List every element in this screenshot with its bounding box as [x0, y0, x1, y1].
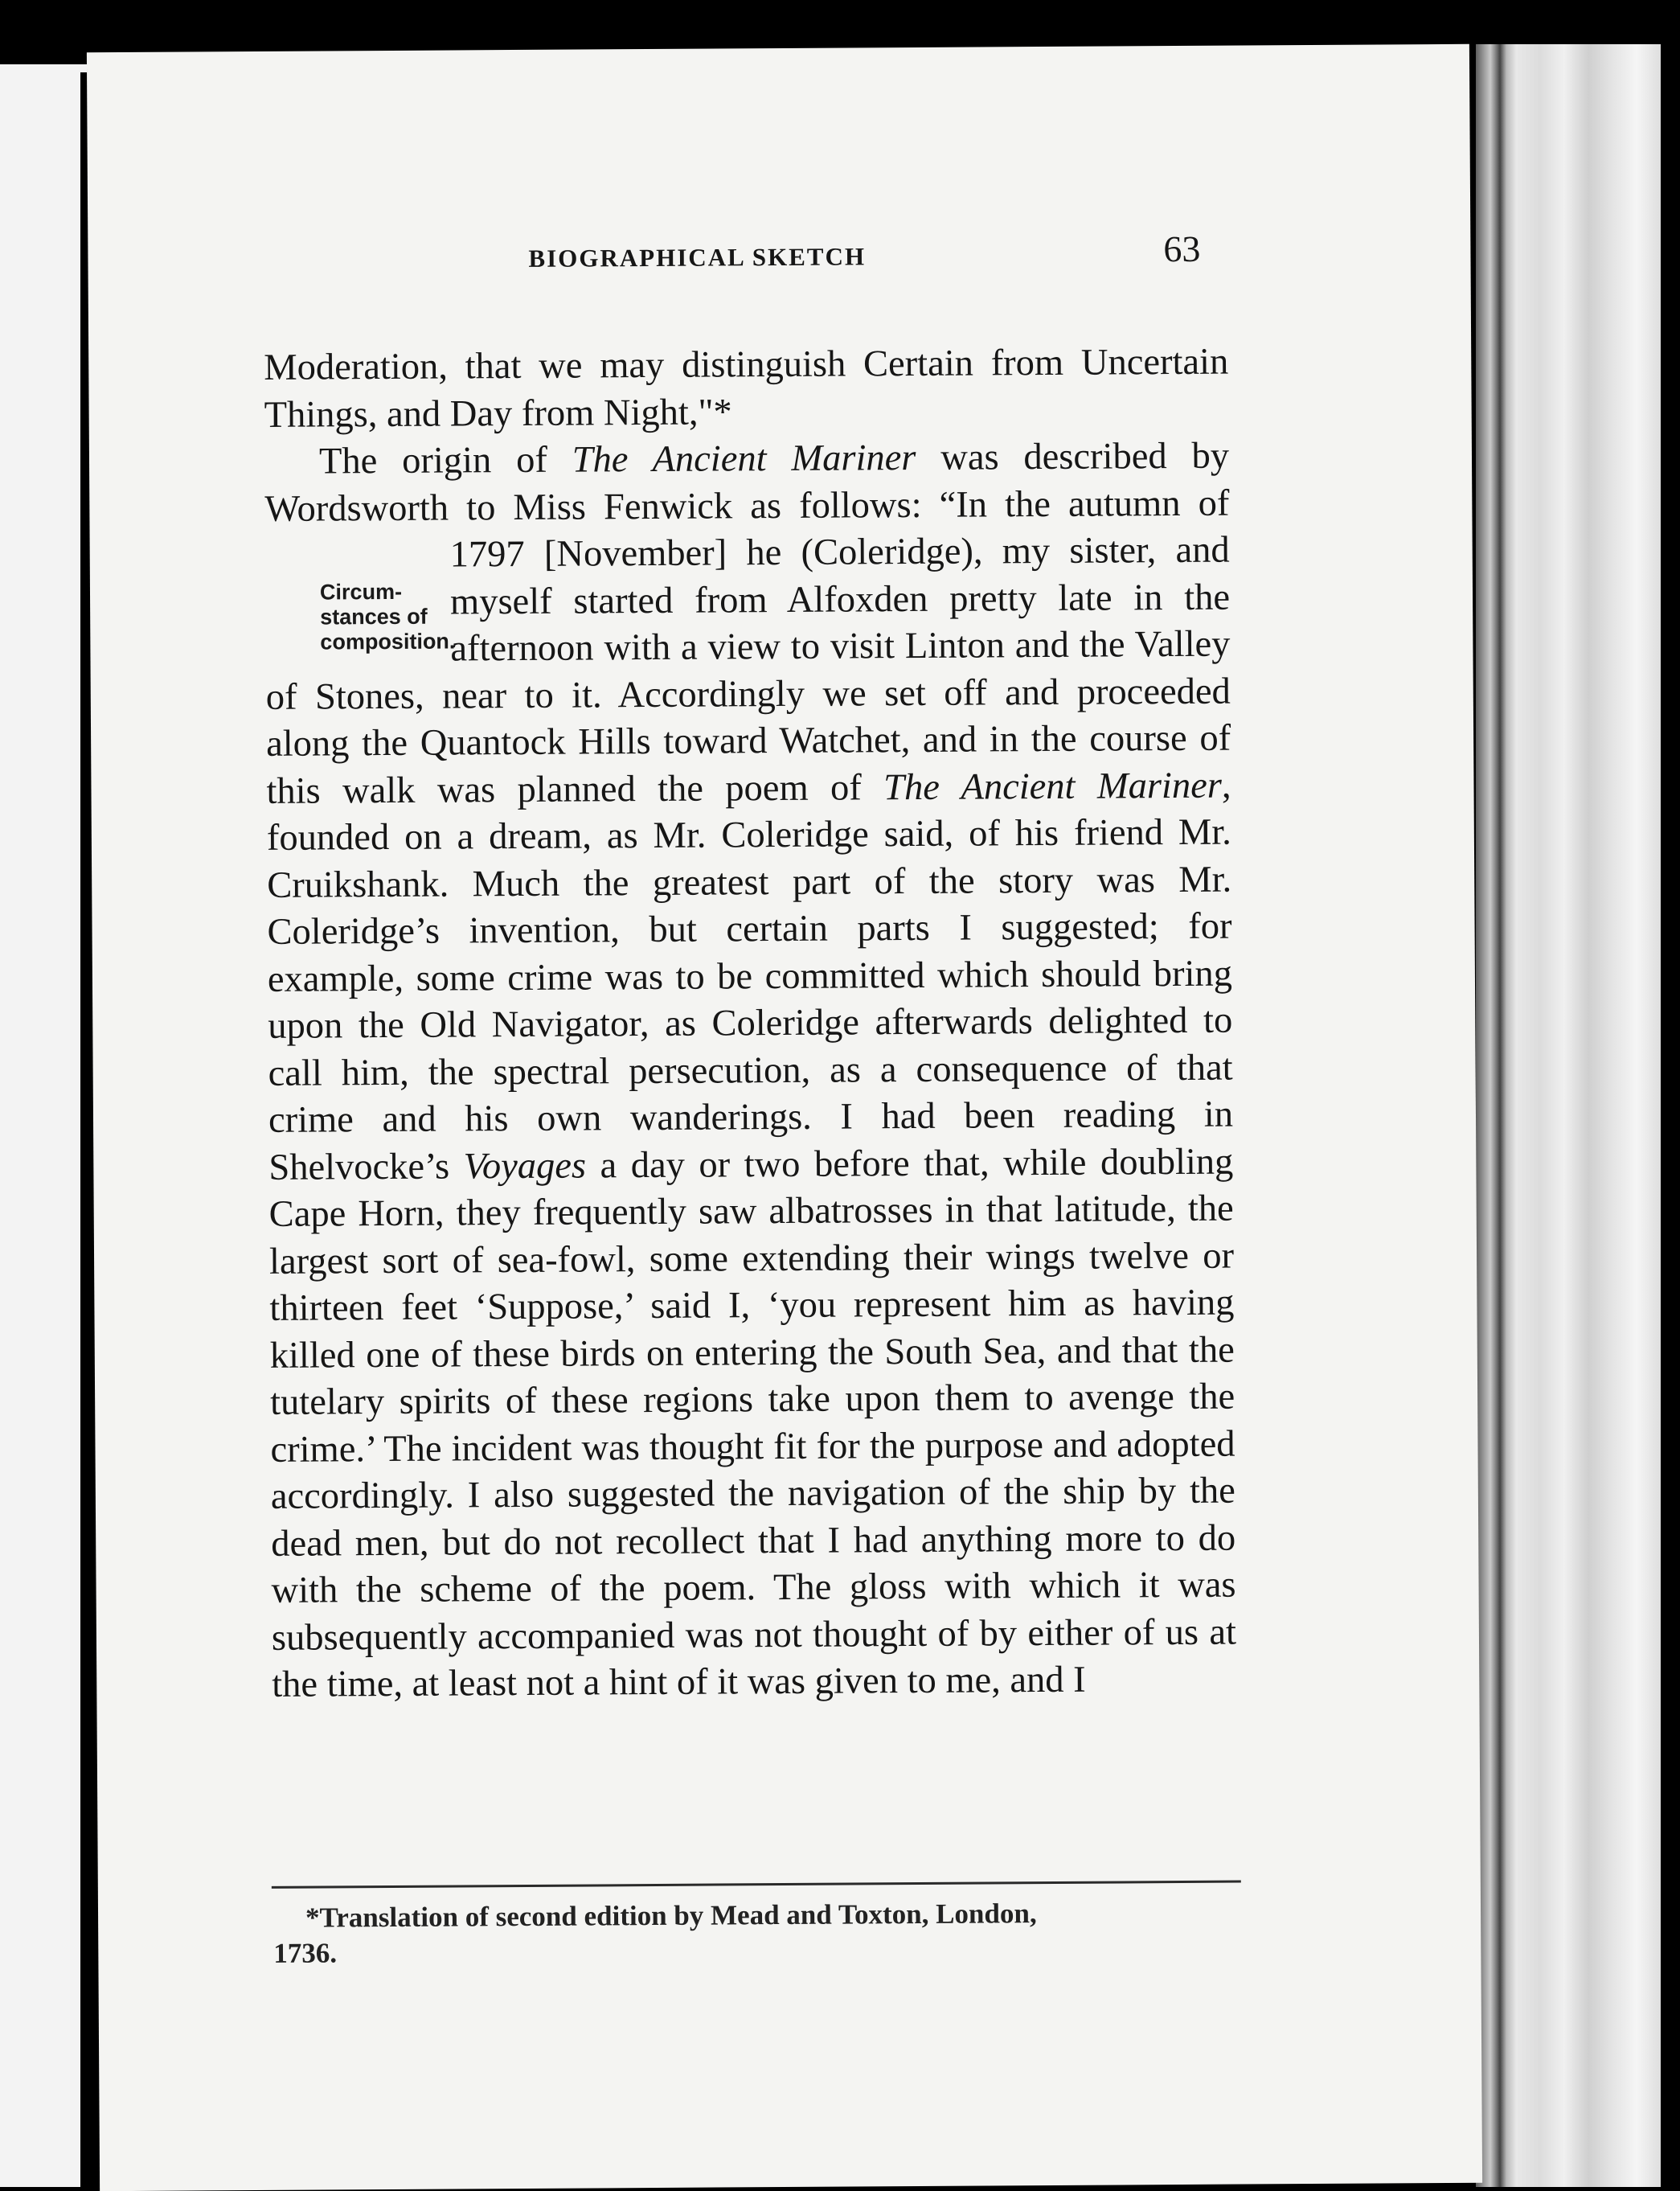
marginal-note: [265, 548, 456, 655]
book-page: [87, 44, 1482, 2191]
marginal-note-line: stances of: [320, 604, 428, 630]
paragraph-text: a day or two before that, while doubling Cape Horn, they frequently saw albatrosses in that latitude, the largest sort of sea-fowl, some extending their wings twelve or thirteen feet ‘Suppose,’ said I, ‘you represent him as having killed one of these birds on entering the South Sea, and that the tutelary spirits of these regions take upon them to avenge the crime.’ The incident was thought fit for the purpose and adopted accordingly. I also suggested the navigation of the ship by the dead men, but do not recollect that I had anything more to do with the scheme of the poem. The gloss with which it was subsequently accompanied was not thought of by either of us at the time, at least not a hint of it was given to me, and I: [268, 1141, 1237, 1705]
paragraph-text: , founded on a dream, as Mr. Coleridge said, of his friend Mr. Cruikshank. Much the greatest part of the story was Mr. Coleridge’s invention, but certain parts I suggested; for example, some crime was to be committed which should bring upon the Old Navigator, as Coleridge afterwards delighted to call him, the spectral persecution, as a consequence of that crime and his own wanderings. I had been reading in Shelvocke’s: [266, 765, 1234, 1188]
page-header: [88, 221, 1470, 278]
running-head: BIOGRAPHICAL SKETCH: [528, 242, 867, 273]
page-edge-stack: [1476, 44, 1661, 2187]
work-title: The Ancient Mariner: [883, 765, 1223, 808]
footnote: [273, 1895, 1244, 1971]
work-title: Voyages: [463, 1145, 587, 1187]
page-number: 63: [1163, 228, 1201, 270]
marginal-note-line: composition.: [320, 628, 456, 654]
body-text: [264, 339, 1236, 1709]
footnote-line: *Translation of second edition by Mead and Toxton, London,: [305, 1898, 1037, 1934]
footnote-rule: [272, 1881, 1241, 1889]
paragraph-text: The origin of: [318, 439, 572, 482]
paragraph-text: was described by Wordsworth to Miss Fenwick as follows: “In the autumn of 1797 [November] he (Coleridge), my sister, and myself started from Alfoxden pretty late in the afternoon with a view to visit Linton and the Valley of Stones, near to it. Accordingly we set off and proceeded along the Quantock Hills toward Watchet, and in the course of this walk was planned the poem of: [264, 435, 1231, 812]
paragraph-2: [264, 433, 1237, 1709]
work-title: The Ancient Mariner: [572, 437, 916, 481]
facing-page-sliver: [0, 64, 87, 2187]
paragraph-1: Moderation, that we may distinguish Certain from Uncertain Things, and Day from Night,"*: [264, 341, 1229, 436]
marginal-note-line: Circum-: [319, 579, 403, 605]
footnote-line: 1736.: [273, 1937, 338, 1969]
